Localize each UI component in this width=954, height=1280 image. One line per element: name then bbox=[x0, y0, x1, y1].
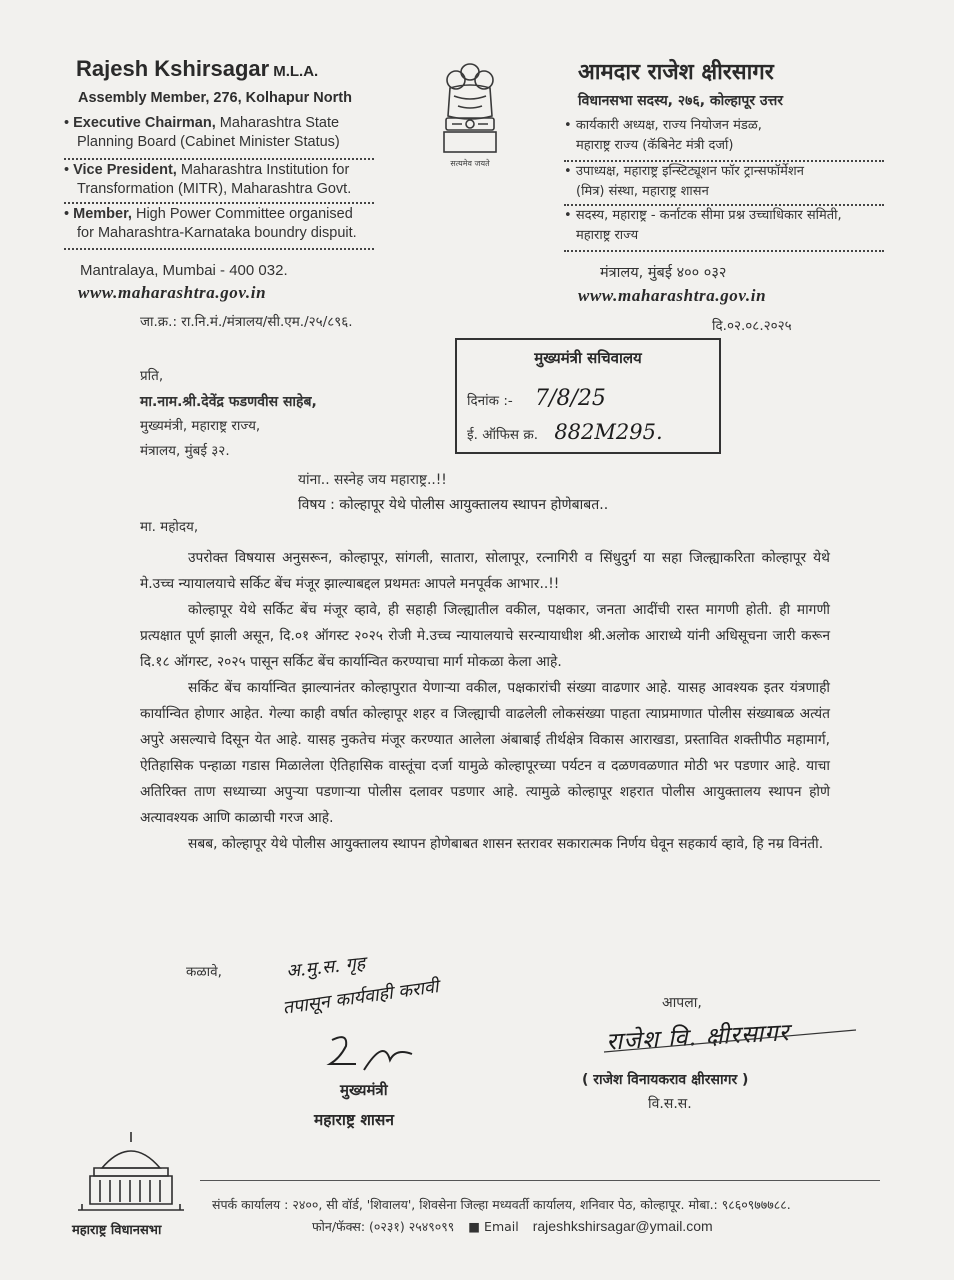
email-address: rajeshkshirsagar@ymail.com bbox=[532, 1218, 713, 1234]
role-mr-3: • सदस्य, महाराष्ट्र - कर्नाटक सीमा प्रश्न उच्चाधिकार समिती, महाराष्ट्र राज्य bbox=[564, 206, 842, 246]
cm-label-2: महाराष्ट्र शासन bbox=[314, 1111, 394, 1129]
subject-line: विषय : कोल्हापूर येथे पोलीस आयुक्तालय स्थापन होणेबाबत.. bbox=[298, 497, 609, 513]
role-title: Member, bbox=[73, 206, 132, 222]
role-title: Vice President, bbox=[73, 162, 177, 178]
emblem-caption: सत्यमेव जयते bbox=[450, 159, 490, 168]
closing: कळावे, bbox=[186, 964, 222, 980]
divider bbox=[564, 250, 884, 252]
address-en: Mantralaya, Mumbai - 400 032. bbox=[80, 262, 288, 279]
letter-body bbox=[140, 545, 830, 857]
vidhan-sabha-logo-icon bbox=[72, 1128, 190, 1216]
stamp-office-row bbox=[467, 420, 663, 444]
paragraph-1: उपरोक्त विषयास अनुसरून, कोल्हापूर, सांगली, सातारा, सोलापूर, रत्नागिरी व सिंधुदुर्ग या सहा जिल्ह्याकरिता कोल्हापूर येथे मे.उच्च न्यायालयाचे सर्किट बेंच मंजूर झाल्याबद्दल प्रथमतः आपले मनपूर्वक आभार..!! bbox=[140, 550, 830, 592]
name-en: Rajesh Kshirsagar bbox=[76, 56, 270, 81]
contact-address: संपर्क कार्यालय : २४००, सी वॉर्ड, 'शिवालय', शिवसेना जिल्हा मध्यवर्ती कार्यालय, शनिवार पेठ, कोल्हापूर. मोबा.: ९८६०९७७७८८. bbox=[212, 1197, 791, 1212]
divider bbox=[564, 204, 884, 206]
assembly-member-en: Assembly Member, 276, Kolhapur North bbox=[78, 90, 352, 106]
role-line2: Transformation (MITR), Maharashtra Govt. bbox=[77, 181, 352, 197]
paragraph-4: सबब, कोल्हापूर येथे पोलीस आयुक्तालय स्थापन होणेबाबत शासन स्तरावर सकारात्मक निर्णय घेवून सहकार्य व्हावे, हि नम्र विनंती. bbox=[188, 836, 824, 852]
national-emblem-icon bbox=[438, 58, 502, 176]
addressee-designation: मुख्यमंत्री, महाराष्ट्र राज्य, bbox=[140, 418, 261, 434]
stamp-office-label: ई. ऑफिस क्र. bbox=[467, 427, 539, 443]
footer-contact-line bbox=[312, 1218, 713, 1235]
role-mr-2: • उपाध्यक्ष, महाराष्ट्र इन्स्टिट्यूशन फॉर ट्रान्सफॉर्मेशन (मित्र) संस्था, महाराष्ट्र शासन bbox=[564, 162, 804, 202]
logo-label: महाराष्ट्र विधानसभा bbox=[72, 1223, 162, 1238]
addressee-name: मा.नाम.श्री.देवेंद्र फडणवीस साहेब, bbox=[140, 394, 317, 410]
greeting: यांना.. सस्नेह जय महाराष्ट्र..!! bbox=[298, 472, 447, 488]
salutation: मा. महोदय, bbox=[140, 519, 199, 535]
stamp-date-row bbox=[467, 386, 606, 411]
role-line1: Maharashtra Institution for bbox=[180, 162, 350, 178]
role-en-2: • Vice President, Maharashtra Institution for Transformation (MITR), Maharashtra Govt. bbox=[64, 162, 352, 197]
role-title: Executive Chairman, bbox=[73, 115, 216, 131]
divider bbox=[64, 202, 374, 204]
website-mr: www.maharashtra.gov.in bbox=[578, 286, 767, 305]
signatory-name: ( राजेश विनायकराव क्षीरसागर ) bbox=[582, 1072, 749, 1088]
handwritten-note-2: तपासून कार्यवाही करावी bbox=[281, 976, 440, 1019]
footer-divider bbox=[200, 1180, 880, 1181]
role-line2: Planning Board (Cabinet Minister Status) bbox=[77, 134, 340, 150]
letterhead-name-mr: आमदार राजेश क्षीरसागर bbox=[578, 60, 774, 85]
role-line1: कार्यकारी अध्यक्ष, राज्य नियोजन मंडळ, bbox=[575, 118, 762, 133]
handwritten-note-1: अ.मु.स. गृह bbox=[285, 952, 367, 983]
role-en-1: • Executive Chairman, Maharashtra State Planning Board (Cabinet Minister Status) bbox=[64, 115, 340, 150]
addressee-prefix: प्रति, bbox=[140, 368, 164, 384]
stamp-office-value: 882M295. bbox=[554, 420, 663, 444]
divider bbox=[64, 248, 374, 250]
letterhead-name-en bbox=[76, 56, 318, 82]
divider bbox=[564, 160, 884, 162]
stamp-date-label: दिनांक :- bbox=[467, 393, 513, 409]
paragraph-2: कोल्हापूर येथे सर्किट बेंच मंजूर व्हावे, ही सहाही जिल्ह्यातील वकील, पक्षकार, जनता आदींची रास्त मागणी होती. ही मागणी प्रत्यक्षात पूर्ण झाली असून, दि.०१ ऑगस्ट २०२५ रोजी मे.उच्च न्यायालयाचे सरन्यायाधीश श्री.अलोक आराध्ये यांनी अधिसूचना जारी करून दि.१८ ऑगस्ट, २०२५ पासून सर्किट बेंच कार्यान्वित करण्याचा मार्ग मोकळा केला आहे. bbox=[140, 602, 830, 670]
address-mr: मंत्रालय, मुंबई ४०० ०३२ bbox=[600, 265, 727, 281]
role-line2: for Maharashtra-Karnataka boundry dispuit. bbox=[77, 225, 357, 241]
email-bullet-icon: ■ bbox=[468, 1219, 481, 1234]
signature: राजेश वि. क्षीरसागर bbox=[605, 1018, 791, 1056]
reference-number: जा.क्र.: रा.नि.मं./मंत्रालय/सी.एम./२५/८९६. bbox=[140, 314, 353, 330]
addressee-address: मंत्रालय, मुंबई ३२. bbox=[140, 443, 230, 459]
role-line1: Maharashtra State bbox=[219, 115, 340, 131]
website-en: www.maharashtra.gov.in bbox=[78, 283, 267, 302]
divider bbox=[64, 158, 374, 160]
role-line1: उपाध्यक्ष, महाराष्ट्र इन्स्टिट्यूशन फॉर ट्रान्सफॉर्मेशन bbox=[575, 164, 804, 179]
initials-mark-icon bbox=[326, 1030, 416, 1076]
role-line2: महाराष्ट्र राज्य (कॅबिनेट मंत्री दर्जा) bbox=[576, 138, 734, 153]
email-label: Email bbox=[484, 1219, 519, 1234]
role-mr-1: • कार्यकारी अध्यक्ष, राज्य नियोजन मंडळ, महाराष्ट्र राज्य (कॅबिनेट मंत्री दर्जा) bbox=[564, 116, 762, 156]
sign-off: आपला, bbox=[662, 995, 702, 1011]
cm-label-1: मुख्यमंत्री bbox=[340, 1081, 388, 1099]
stamp-title: मुख्यमंत्री सचिवालय bbox=[534, 349, 642, 367]
role-line1: सदस्य, महाराष्ट्र - कर्नाटक सीमा प्रश्न उच्चाधिकार समिती, bbox=[575, 208, 842, 223]
signature-flourish-icon bbox=[600, 1018, 860, 1058]
stamp-date-value: 7/8/25 bbox=[535, 386, 606, 411]
role-line2: महाराष्ट्र राज्य bbox=[576, 228, 639, 243]
paragraph-3: सर्किट बेंच कार्यान्वित झाल्यानंतर कोल्हापुरात येणाऱ्या वकील, पक्षकारांची संख्या वाढणार आहे. यासह आवश्यक इतर यंत्रणाही कार्यान्वित होणार आहेत. गेल्या काही वर्षात कोल्हापूर शहर व जिल्ह्याची वाढलेली लोकसंख्या पाहता त्याप्रमाणात पोलीस संख्याबळ अत्यंत अपुरे असल्याचे दिसून येत आहे. यासह नुकतेच मंजूर करण्यात आलेला अंबाबाई तीर्थक्षेत्र विकास आराखडा, प्रस्तावित शक्तीपीठ महामार्ग, ऐतिहासिक पन्हाळा गडास मिळालेला ऐतिहासिक वास्तूंचा दर्जा यामुळे कोल्हापूरच्या पर्यटन व दळणवळणात मोठी भर पडणार आहे. याचा अतिरिक्त ताण सध्याच्या अपुऱ्या पडणाऱ्या पोलीस दलावर पडणार आहे. त्यामुळे कोल्हापूर शहरात पोलीस आयुक्तालय स्थापन होणे अत्यावश्यक आणि काळाची गरज आहे. bbox=[140, 680, 830, 826]
assembly-member-mr: विधानसभा सदस्य, २७६, कोल्हापूर उत्तर bbox=[578, 93, 784, 109]
phone-fax: फोन/फॅक्स: (०२३१) २५४९०९९ bbox=[312, 1219, 455, 1234]
signatory-title: वि.स.स. bbox=[648, 1096, 692, 1112]
letter-date: दि.०२.०८.२०२५ bbox=[712, 318, 792, 334]
role-en-3: • Member, High Power Committee organised for Maharashtra-Karnataka boundry dispuit. bbox=[64, 206, 357, 241]
role-line2: (मित्र) संस्था, महाराष्ट्र शासन bbox=[576, 184, 709, 199]
cm-secretariat-stamp bbox=[455, 338, 721, 454]
mla-suffix: M.L.A. bbox=[273, 63, 319, 80]
role-line1: High Power Committee organised bbox=[135, 206, 353, 222]
